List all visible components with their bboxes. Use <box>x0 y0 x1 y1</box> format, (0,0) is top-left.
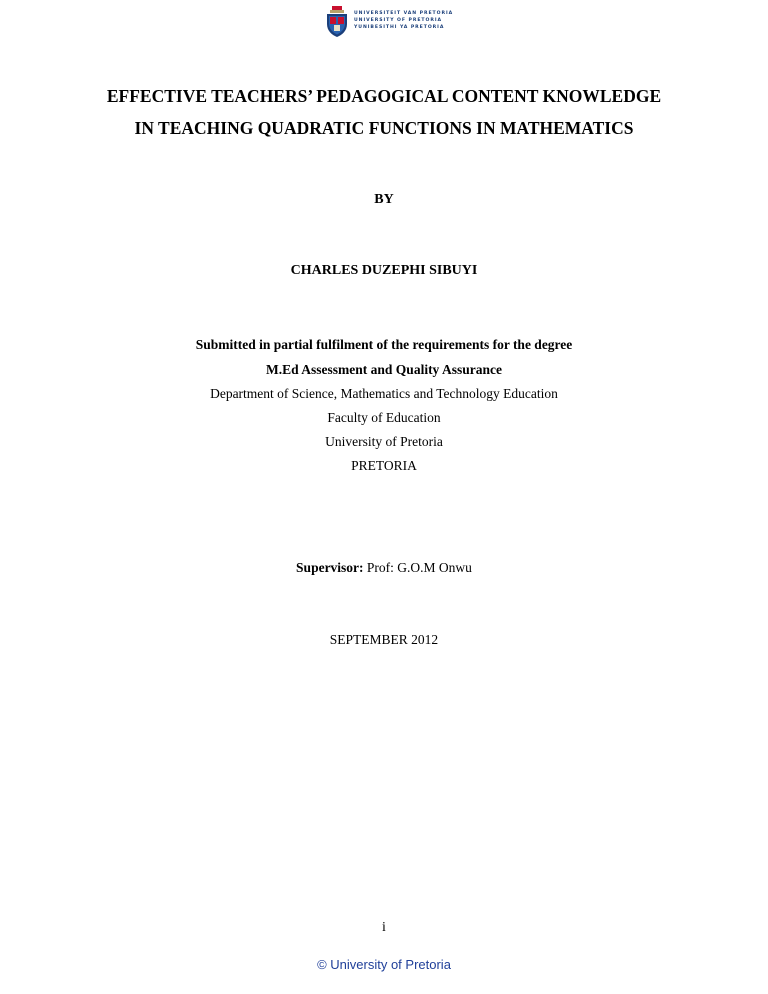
author-name: CHARLES DUZEPHI SIBUYI <box>290 263 478 278</box>
supervisor-line <box>0 560 768 576</box>
university-logo <box>324 6 454 38</box>
thesis-title-line-2: IN TEACHING QUADRATIC FUNCTIONS IN MATHEMATICS <box>134 118 634 138</box>
university-crest-icon <box>324 6 350 38</box>
wordmark-line-english: UNIVERSITY OF PRETORIA <box>354 18 443 23</box>
submission-statement: Submitted in partial fulfilment of the requirements for the degree <box>195 337 573 352</box>
submission-date: SEPTEMBER 2012 <box>329 632 439 647</box>
wordmark-line-afrikaans: UNIVERSITEIT VAN PRETORIA <box>354 11 454 16</box>
by-label: BY <box>374 192 394 207</box>
city-name: PRETORIA <box>351 458 417 473</box>
university-wordmark <box>354 10 454 31</box>
page-number: i <box>382 920 386 935</box>
degree-name: M.Ed Assessment and Quality Assurance <box>266 362 502 377</box>
supervisor-name: Prof: G.O.M Onwu <box>366 560 472 575</box>
faculty-name: Faculty of Education <box>327 410 441 425</box>
supervisor-label: Supervisor: <box>296 560 364 575</box>
copyright-footer: © University of Pretoria <box>317 957 451 972</box>
department-name: Department of Science, Mathematics and Technology Education <box>210 386 558 401</box>
wordmark-line-sepedi: YUNIBESITHI YA PRETORIA <box>354 25 445 30</box>
university-name: University of Pretoria <box>325 434 443 449</box>
thesis-title-line-1: EFFECTIVE TEACHERS’ PEDAGOGICAL CONTENT KNOWLEDGE <box>106 86 662 106</box>
